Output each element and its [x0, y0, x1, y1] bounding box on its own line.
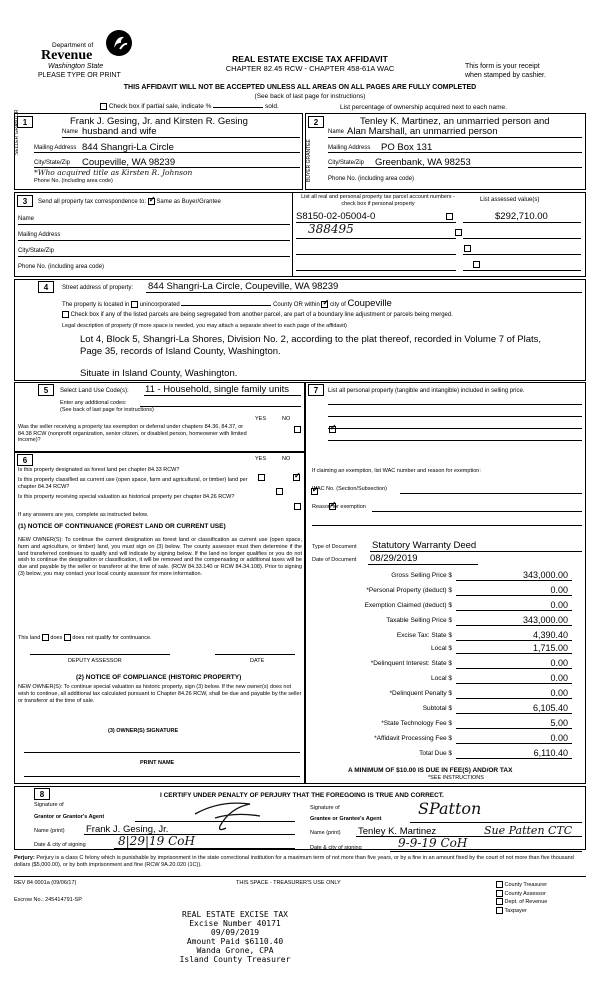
land-does-not-checkbox[interactable]	[64, 634, 71, 641]
copy-dept-revenue-checkbox[interactable]	[496, 898, 503, 905]
money-value: 0.00	[550, 658, 568, 668]
copy-county-treasurer: County Treasurer	[496, 881, 547, 890]
seller-name-value: husband and wife	[82, 126, 157, 137]
s6-q2-no-checkbox[interactable]	[311, 488, 318, 495]
located-row	[62, 298, 392, 309]
dor-logo-icon	[104, 28, 134, 58]
grantor-name-label: Name (print)	[34, 828, 65, 834]
seller-name-label: Name	[62, 129, 79, 135]
money-value: 343,000.00	[522, 570, 568, 580]
stamp-line-6: Island County Treasurer	[179, 955, 291, 964]
legal-line-1: Lot 4, Block 5, Shangri-La Shores, Division No. 2, according to the plat thereof, recorded in Volume 7 of Plats,	[80, 334, 542, 345]
city-of-value: Coupeville	[347, 298, 392, 309]
see-back-text: (See back of last page for instructions)	[254, 93, 366, 100]
stamp-line-1: REAL ESTATE EXCISE TAX	[182, 910, 288, 919]
s5-q1-text: Was the seller receiving a property tax exemption or deferral under chapters 84.36, 84.37, or 84.38 RCW (nonprofit organization, senior citizen, or disabled person, homeowner with limited income)?	[18, 424, 247, 443]
segregated-row	[62, 311, 453, 318]
send-correspondence-row	[38, 198, 221, 205]
notice-1-text: NEW OWNER(S): To continue the current designation as forest land or classification as current use (open space, farm and agriculture, or timber) land, you must sign on (3) below. The county assessor must then determine if the land transferred continues to qualify and will indicate by signing below. If the land no longer qualifies or you do not wish to continue the designation or classification, it will be removed and the compensating or additional taxes will be due and payable by the seller or transferor at the time of sale. (RCW 84.33.140 or RCW 84.34.108). Prior to signing (3) below, you may contact your local county assessor for more information.	[18, 537, 302, 577]
money-label: Local $	[431, 645, 452, 652]
s6-q3-text: Is this property receiving special valuation as historical property per chapter 84.26 RCW?	[18, 494, 235, 500]
located-label: The property is located in	[62, 302, 130, 308]
section-2-number: 2	[308, 116, 324, 128]
personal-property-label: List all personal property (tangible and intangible) included in selling price.	[328, 388, 525, 394]
grantee-signature: SPatton	[418, 799, 482, 818]
s6-yes-header: YES	[255, 456, 267, 462]
doc-type-value: Statutory Warranty Deed	[372, 540, 477, 551]
seller-side-label: SELLER GRANTOR	[14, 109, 20, 155]
stamp-line-4: Amount Paid $6110.40	[186, 937, 284, 946]
notice-1-title: (1) NOTICE OF CONTINUANCE (FOREST LAND OR CURRENT USE)	[18, 523, 226, 530]
section-1-number: 1	[17, 116, 33, 128]
seller-handwritten-note: *Who acquired title as Kirsten R. Johnson	[34, 168, 193, 177]
parcel-4-personal-checkbox[interactable]	[473, 261, 480, 268]
segregated-checkbox[interactable]	[62, 311, 69, 318]
money-value: 0.00	[550, 600, 568, 610]
copy-county-assessor: County Assessor	[496, 890, 547, 899]
treasurer-stamp	[160, 910, 310, 964]
s6-q1-no-checkbox[interactable]	[293, 474, 300, 481]
state-label: Washington State	[48, 63, 104, 70]
doc-date-label: Date of Document	[312, 557, 357, 563]
money-label: Local $	[431, 675, 452, 682]
money-label: Exemption Claimed (deduct) $	[364, 602, 452, 609]
money-label: Excise Tax: State $	[396, 632, 452, 639]
buyer-name-label: Name	[328, 129, 345, 135]
section-5-number: 5	[38, 384, 54, 396]
corr-name-label: Name	[18, 216, 35, 222]
money-value: 0.00	[550, 585, 568, 595]
s6-no-header: NO	[282, 456, 291, 462]
grantee-date-label: Date & city of signing	[310, 845, 362, 851]
parcel-2-personal-checkbox[interactable]	[455, 229, 462, 236]
copy-list	[496, 881, 547, 915]
seller-phone-label: Phone No. (including area code)	[34, 178, 113, 184]
section-8-number: 8	[34, 788, 50, 800]
grantor-signature-mark	[190, 796, 270, 836]
doc-type-label: Type of Document	[312, 544, 357, 550]
corr-mailing-label: Mailing Address	[18, 232, 61, 238]
copy-dept-revenue: Dept. of Revenue	[496, 898, 547, 907]
send-correspondence-label: Send all property tax correspondence to:	[38, 199, 147, 206]
legal-line-3: Situate in Island County, Washington.	[80, 368, 238, 379]
owner-signature-label: (3) OWNER(S) SIGNATURE	[108, 728, 179, 734]
s6-q3-yes-checkbox[interactable]	[294, 503, 301, 510]
money-value: 6,105.40	[532, 703, 568, 713]
this-land-label: This land	[18, 634, 41, 641]
money-value: 0.00	[550, 733, 568, 743]
notice-2-title: (2) NOTICE OF COMPLIANCE (HISTORIC PROPERTY)	[76, 674, 242, 681]
buyer-name-value: Alan Marshall, an unmarried person	[347, 126, 498, 137]
county-within-label: County OR within	[273, 302, 320, 308]
land-does-checkbox[interactable]	[42, 634, 49, 641]
money-label: Subtotal $	[422, 705, 452, 712]
this-land-row	[18, 634, 152, 641]
corr-phone-label: Phone No. (including area code)	[18, 264, 105, 270]
wac-label: WAC No. (Section/Subsection)	[312, 486, 387, 492]
additional-codes-label: Enter any additional codes:	[60, 400, 127, 406]
seller-city-value: Coupeville, WA 98239	[82, 157, 176, 168]
grantor-date-label: Date & city of signing	[34, 842, 86, 848]
parcel-3-personal-checkbox[interactable]	[464, 245, 471, 252]
land-does-not-label: does not qualify for continuance.	[72, 634, 152, 641]
unincorporated-label: unincorporated	[139, 302, 180, 308]
s6-q2-yes-checkbox[interactable]	[276, 488, 283, 495]
seller-mailing-label: Mailing Address	[34, 145, 77, 151]
grantee-name-label: Name (print)	[310, 830, 341, 836]
street-label: Street address of property:	[62, 285, 134, 291]
treasurer-use-label: THIS SPACE - TREASURER'S USE ONLY	[236, 880, 341, 886]
assessed-header: List assessed value(s)	[480, 197, 540, 203]
street-value: 844 Shangri-La Circle, Coupeville, WA 98239	[148, 281, 339, 292]
s6-q1-text: Is this property designated as forest land per chapter 84.33 RCW?	[18, 467, 180, 473]
legal-label: Legal description of property (if more space is needed, you may attach a separate sheet to each page of the affidavit)	[62, 323, 347, 329]
certify-text: I CERTIFY UNDER PENALTY OF PERJURY THAT THE FOREGOING IS TRUE AND CORRECT.	[160, 792, 444, 799]
partial-sale-label: Check box if partial sale, indicate %	[108, 103, 212, 111]
copy-taxpayer-checkbox[interactable]	[496, 907, 503, 914]
money-value: 0.00	[550, 673, 568, 683]
s6-q2-text: Is this property classified as current use (open space, farm and agricultural, or timber) land per chapter 84.34 RCW?	[18, 477, 248, 490]
buyer-mailing-value: PO Box 131	[381, 142, 433, 153]
doc-date-value: 08/29/2019	[370, 553, 418, 564]
assessed-1: $292,710.00	[495, 211, 548, 222]
same-as-buyer-checkbox[interactable]	[148, 198, 155, 205]
money-value: 0.00	[550, 688, 568, 698]
city-of-checkbox[interactable]	[321, 301, 328, 308]
form-subtitle: CHAPTER 82.45 RCW - CHAPTER 458-61A WAC	[225, 64, 395, 73]
money-label: Taxable Selling Price $	[386, 617, 452, 624]
exemption-label: If claiming an exemption, list WAC number and reason for exemption:	[312, 468, 481, 474]
grantor-agent-label: Grantor or Grantor's Agent	[34, 814, 105, 820]
unincorporated-checkbox[interactable]	[131, 301, 138, 308]
dept-label: Department of	[52, 42, 94, 49]
stamp-line-2: Excise Number 40171	[189, 919, 281, 928]
deputy-assessor-label: DEPUTY ASSESSOR	[68, 658, 122, 664]
money-label: *Personal Property (deduct) $	[366, 587, 452, 594]
section-7-number: 7	[308, 384, 324, 396]
grantee-date-value: 9-9-19 CoH	[398, 836, 468, 850]
s5-no-header: NO	[282, 416, 291, 422]
parcel-2-handwritten: 388495	[308, 222, 354, 236]
grantee-name-value: Tenley K. Martinez	[358, 826, 437, 837]
corr-city-label: City/State/Zip	[18, 248, 55, 254]
money-label: *Delinquent Penalty $	[389, 690, 452, 697]
money-value: 6,110.40	[533, 748, 568, 758]
seller-mailing-value: 844 Shangri-La Circle	[82, 142, 174, 153]
money-value: 343,000.00	[522, 615, 568, 625]
minimum-due-text: A MINIMUM OF $10.00 IS DUE IN FEE(S) AND/OR TAX	[348, 767, 513, 774]
money-label: *Delinquent Interest: State $	[370, 660, 452, 667]
see-instructions-text: *SEE INSTRUCTIONS	[428, 775, 484, 781]
buyer-city-label: City/State/Zip	[328, 160, 365, 166]
s5-q1-yes-checkbox[interactable]	[294, 426, 301, 433]
print-name-label: PRINT NAME	[140, 760, 175, 766]
stamp-line-5: Wanda Grone, CPA	[196, 946, 274, 955]
money-label: *State Technology Fee $	[381, 720, 452, 727]
buyer-mailing-label: Mailing Address	[328, 145, 371, 151]
partial-sale-checkbox[interactable]	[100, 103, 107, 110]
perjury-text: Perjury is a class C felony which is punishable by imprisonment in the state correctional institution for a maximum term of not more than five years, or by a fine in an amount fixed by the court of not more than five thousand dollars ($5,000.00), or by both imprisonment and fine (RCW 9A.20.020 (1C)).	[14, 855, 574, 868]
reason-label: Reason for exemption	[312, 504, 366, 510]
parcel-header: List all real and personal property tax parcel account numbers - check box if personal property	[301, 194, 455, 207]
receipt-note-2: when stamped by cashier.	[465, 72, 546, 79]
stamp-line-3: 09/09/2019	[210, 928, 260, 937]
parcel-1-personal-checkbox[interactable]	[446, 213, 453, 220]
land-use-label: Select Land Use Code(s):	[60, 388, 129, 394]
money-label: Total Due $	[419, 750, 452, 757]
money-label: Gross Selling Price $	[391, 572, 452, 579]
ownership-note: List percentage of ownership acquired next to each name.	[340, 104, 507, 111]
copy-county-assessor-checkbox[interactable]	[496, 890, 503, 897]
s6-q1-yes-checkbox[interactable]	[258, 474, 265, 481]
s6-if-yes-text: If any answers are yes, complete as instructed below.	[18, 512, 149, 518]
section-4-number: 4	[38, 281, 54, 293]
grantee-agent-label: Grantee or Grantee's Agent	[310, 816, 382, 822]
buyer-side-label: BUYER GRANTEE	[306, 139, 312, 182]
buyer-names: Tenley K. Martinez, an unmarried person and	[360, 116, 550, 127]
buyer-city-value: Greenbank, WA 98253	[375, 157, 471, 168]
same-as-buyer-label: Same as Buyer/Grantee	[156, 199, 221, 206]
grantor-sig-of: Signature of	[34, 802, 64, 808]
seller-city-label: City/State/Zip	[34, 160, 71, 166]
s5-yes-header: YES	[255, 416, 267, 422]
grantor-date-value: 8|29|19 CoH	[118, 834, 195, 848]
type-or-print: PLEASE TYPE OR PRINT	[38, 72, 121, 79]
money-label: *Affidavit Processing Fee $	[374, 735, 452, 742]
land-use-value: 11 - Household, single family units	[145, 384, 289, 395]
city-of-label: city of	[330, 302, 346, 308]
money-value: 5.00	[550, 718, 568, 728]
money-value: 1,715.00	[532, 643, 568, 653]
warning-text: THIS AFFIDAVIT WILL NOT BE ACCEPTED UNLESS ALL AREAS ON ALL PAGES ARE FULLY COMPLETED	[123, 84, 477, 91]
grantee-sig-of: Signature of	[310, 805, 340, 811]
dor-logo	[40, 36, 140, 76]
rev-number: REV 84 0001a (09/06/17)	[14, 880, 77, 886]
perjury-bold: Perjury:	[14, 855, 35, 861]
section-6-forest	[14, 452, 305, 784]
parcel-1: S8150-02-05004-0	[296, 211, 376, 222]
segregated-label: Check box if any of the listed parcels are being segregated from another parcel, are part of a boundary line adjustment or parcels being merged.	[70, 312, 453, 319]
form-title: REAL ESTATE EXCISE TAX AFFIDAVIT	[232, 54, 388, 64]
perjury-notice	[14, 855, 586, 869]
copy-county-treasurer-checkbox[interactable]	[496, 881, 503, 888]
partial-sale-row	[100, 103, 279, 110]
money-value: 4,390.40	[532, 630, 568, 640]
section-3-number: 3	[17, 195, 33, 207]
escrow-number: Escrow No.: 245414791-SP	[14, 897, 82, 903]
s6-q3-no-checkbox[interactable]	[329, 503, 336, 510]
section-6-number: 6	[17, 454, 33, 466]
legal-line-2: Page 35, records of Island County, Washington.	[80, 346, 281, 357]
land-does-label: does	[50, 634, 63, 641]
section-4-property	[14, 279, 586, 381]
notice-2-text: NEW OWNER(S): To continue special valuation as historic property, sign (3) below. If the new owner(s) does not wish to continue, all additional tax calculated pursuant to Chapter 84.26 RCW, shall be due and payable by the seller or transferor at the time of sale.	[18, 684, 302, 704]
buyer-phone-label: Phone No. (including area code)	[328, 176, 415, 182]
grantor-name-value: Frank J. Gesing, Jr.	[86, 824, 169, 835]
copy-taxpayer: Taxpayer	[496, 907, 547, 916]
dept-name: Revenue	[41, 48, 93, 63]
land-use-see-back: (See back of last page for instructions)	[60, 407, 154, 413]
sold-label: sold.	[265, 103, 279, 111]
grantee-name-handwritten: Sue Patten CTC	[484, 824, 573, 837]
receipt-note-1: This form is your receipt	[465, 63, 540, 70]
seller-names: Frank J. Gesing, Jr. and Kirsten R. Gesing	[70, 116, 248, 127]
deputy-date-label: DATE	[250, 658, 265, 664]
